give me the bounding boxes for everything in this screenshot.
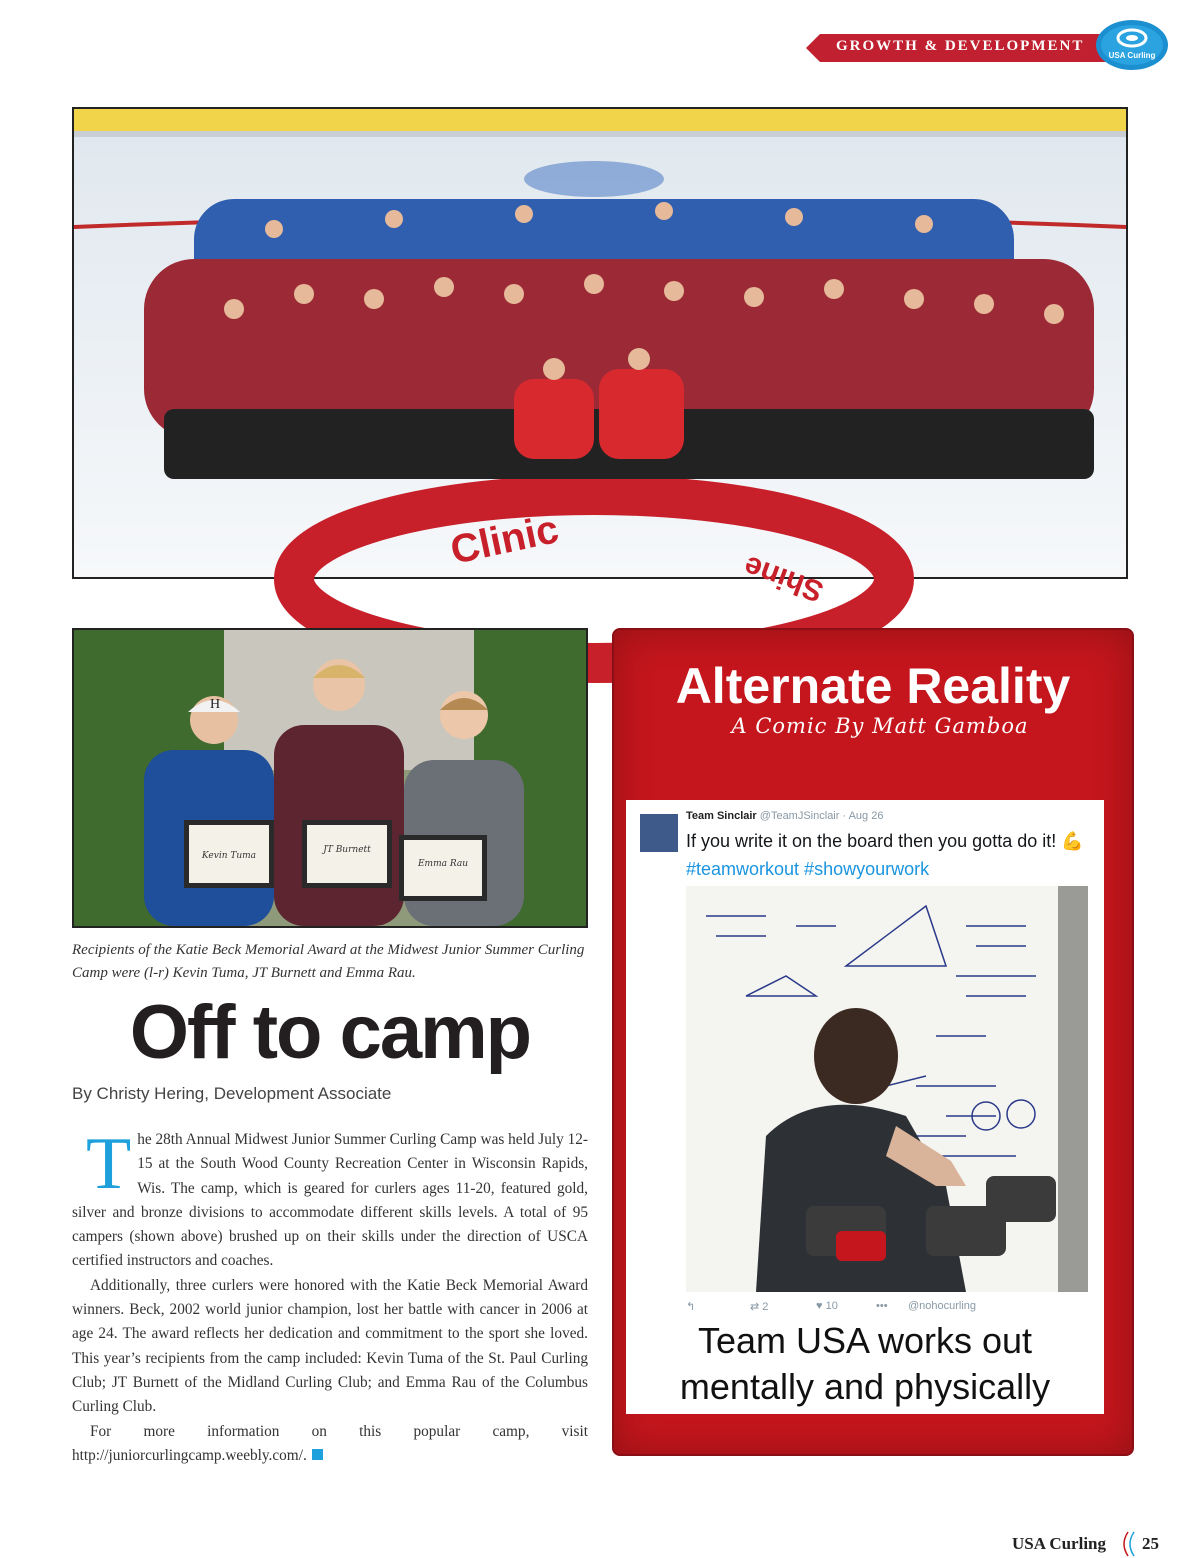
certificate-name-1: Kevin Tuma — [201, 851, 257, 861]
section-label: GROWTH & DEVELOPMENT — [836, 38, 1085, 54]
certificate-name-3: Emma Rau — [417, 859, 469, 869]
tweet-header: Team Sinclair @TeamJSinclair · Aug 26 — [686, 810, 884, 822]
paragraph-1: The 28th Annual Midwest Junior Summer Curling Camp was held July 12-15 at the South Wood County Recreation Center in Wisconsin Rapids, Wis. The camp, which is geared for curlers ages 11-20, featured gold, silver and bronze divisions to accommodate different skills levels. A total of 95 campers (shown above) brushed up on their skills under the direction of USCA certified instructors and coaches. — [72, 1123, 589, 1270]
paragraph-2: Additionally, three curlers were honored with the Katie Beck Memorial Award winners. Beck, 2002 world junior champion, lost her battle with cancer in 2006 at age 24. The award reflects her dedication and commitment to the sport she loved. This year’s recipients from the camp included: Kevin Tuma of the St. Paul Curling Club; JT Burnett of the Midland Curling Club; and Emma Rau of the Columbus Curling Club. — [72, 1276, 588, 1416]
tweet-text: If you write it on the board then you gotta do it! 💪 #teamworkout #showyourwork — [686, 831, 1084, 879]
more-icon[interactable]: ••• — [876, 1300, 888, 1312]
drop-cap: T — [86, 1123, 132, 1205]
floor-text-right: Shine — [739, 549, 828, 609]
group-photo — [72, 107, 1128, 609]
floor-text-left: Clinic — [446, 507, 563, 573]
comic-caption: Team USA works out mentally and physically — [679, 1320, 1051, 1407]
tweet-avatar — [640, 814, 678, 852]
tweet-photo — [686, 886, 1088, 1292]
comic-title: Alternate Reality — [675, 658, 1071, 714]
photo-caption: Recipients of the Katie Beck Memorial Award at the Midwest Junior Summer Curling Camp were (l-r) Kevin Tuma, JT Burnett and Emma Rau. — [72, 942, 585, 981]
end-mark — [312, 1449, 323, 1460]
tweet-hashtags: #teamworkout #showyourwork — [686, 859, 930, 879]
usa-curling-logo — [1094, 18, 1170, 72]
cap-letter: H — [210, 697, 221, 712]
award-photo — [72, 628, 588, 928]
paragraph-3: For more information on this popular camp, visit http://juniorcurlingcamp.weebly.com/. — [72, 1422, 588, 1464]
svg-text:USA Curling: USA Curling — [1108, 51, 1156, 60]
tweet-credit: @nohocurling — [908, 1300, 977, 1312]
footer-bracket-icon — [1118, 1530, 1138, 1558]
article-headline: Off to camp — [129, 990, 531, 1075]
retweet-icon[interactable]: ⇄ 2 — [750, 1301, 769, 1313]
footer-publication: USA Curling — [1012, 1534, 1106, 1553]
certificate-name-2: JT Burnett — [323, 845, 371, 855]
reply-icon[interactable]: ↰ — [686, 1301, 696, 1313]
comic-subtitle: A Comic By Matt Gamboa — [731, 714, 1029, 738]
page-number: 25 — [1142, 1534, 1159, 1553]
article-body — [72, 1123, 589, 1468]
like-icon[interactable]: ♥ 10 — [816, 1300, 838, 1312]
article-byline: By Christy Hering, Development Associate — [72, 1084, 392, 1103]
